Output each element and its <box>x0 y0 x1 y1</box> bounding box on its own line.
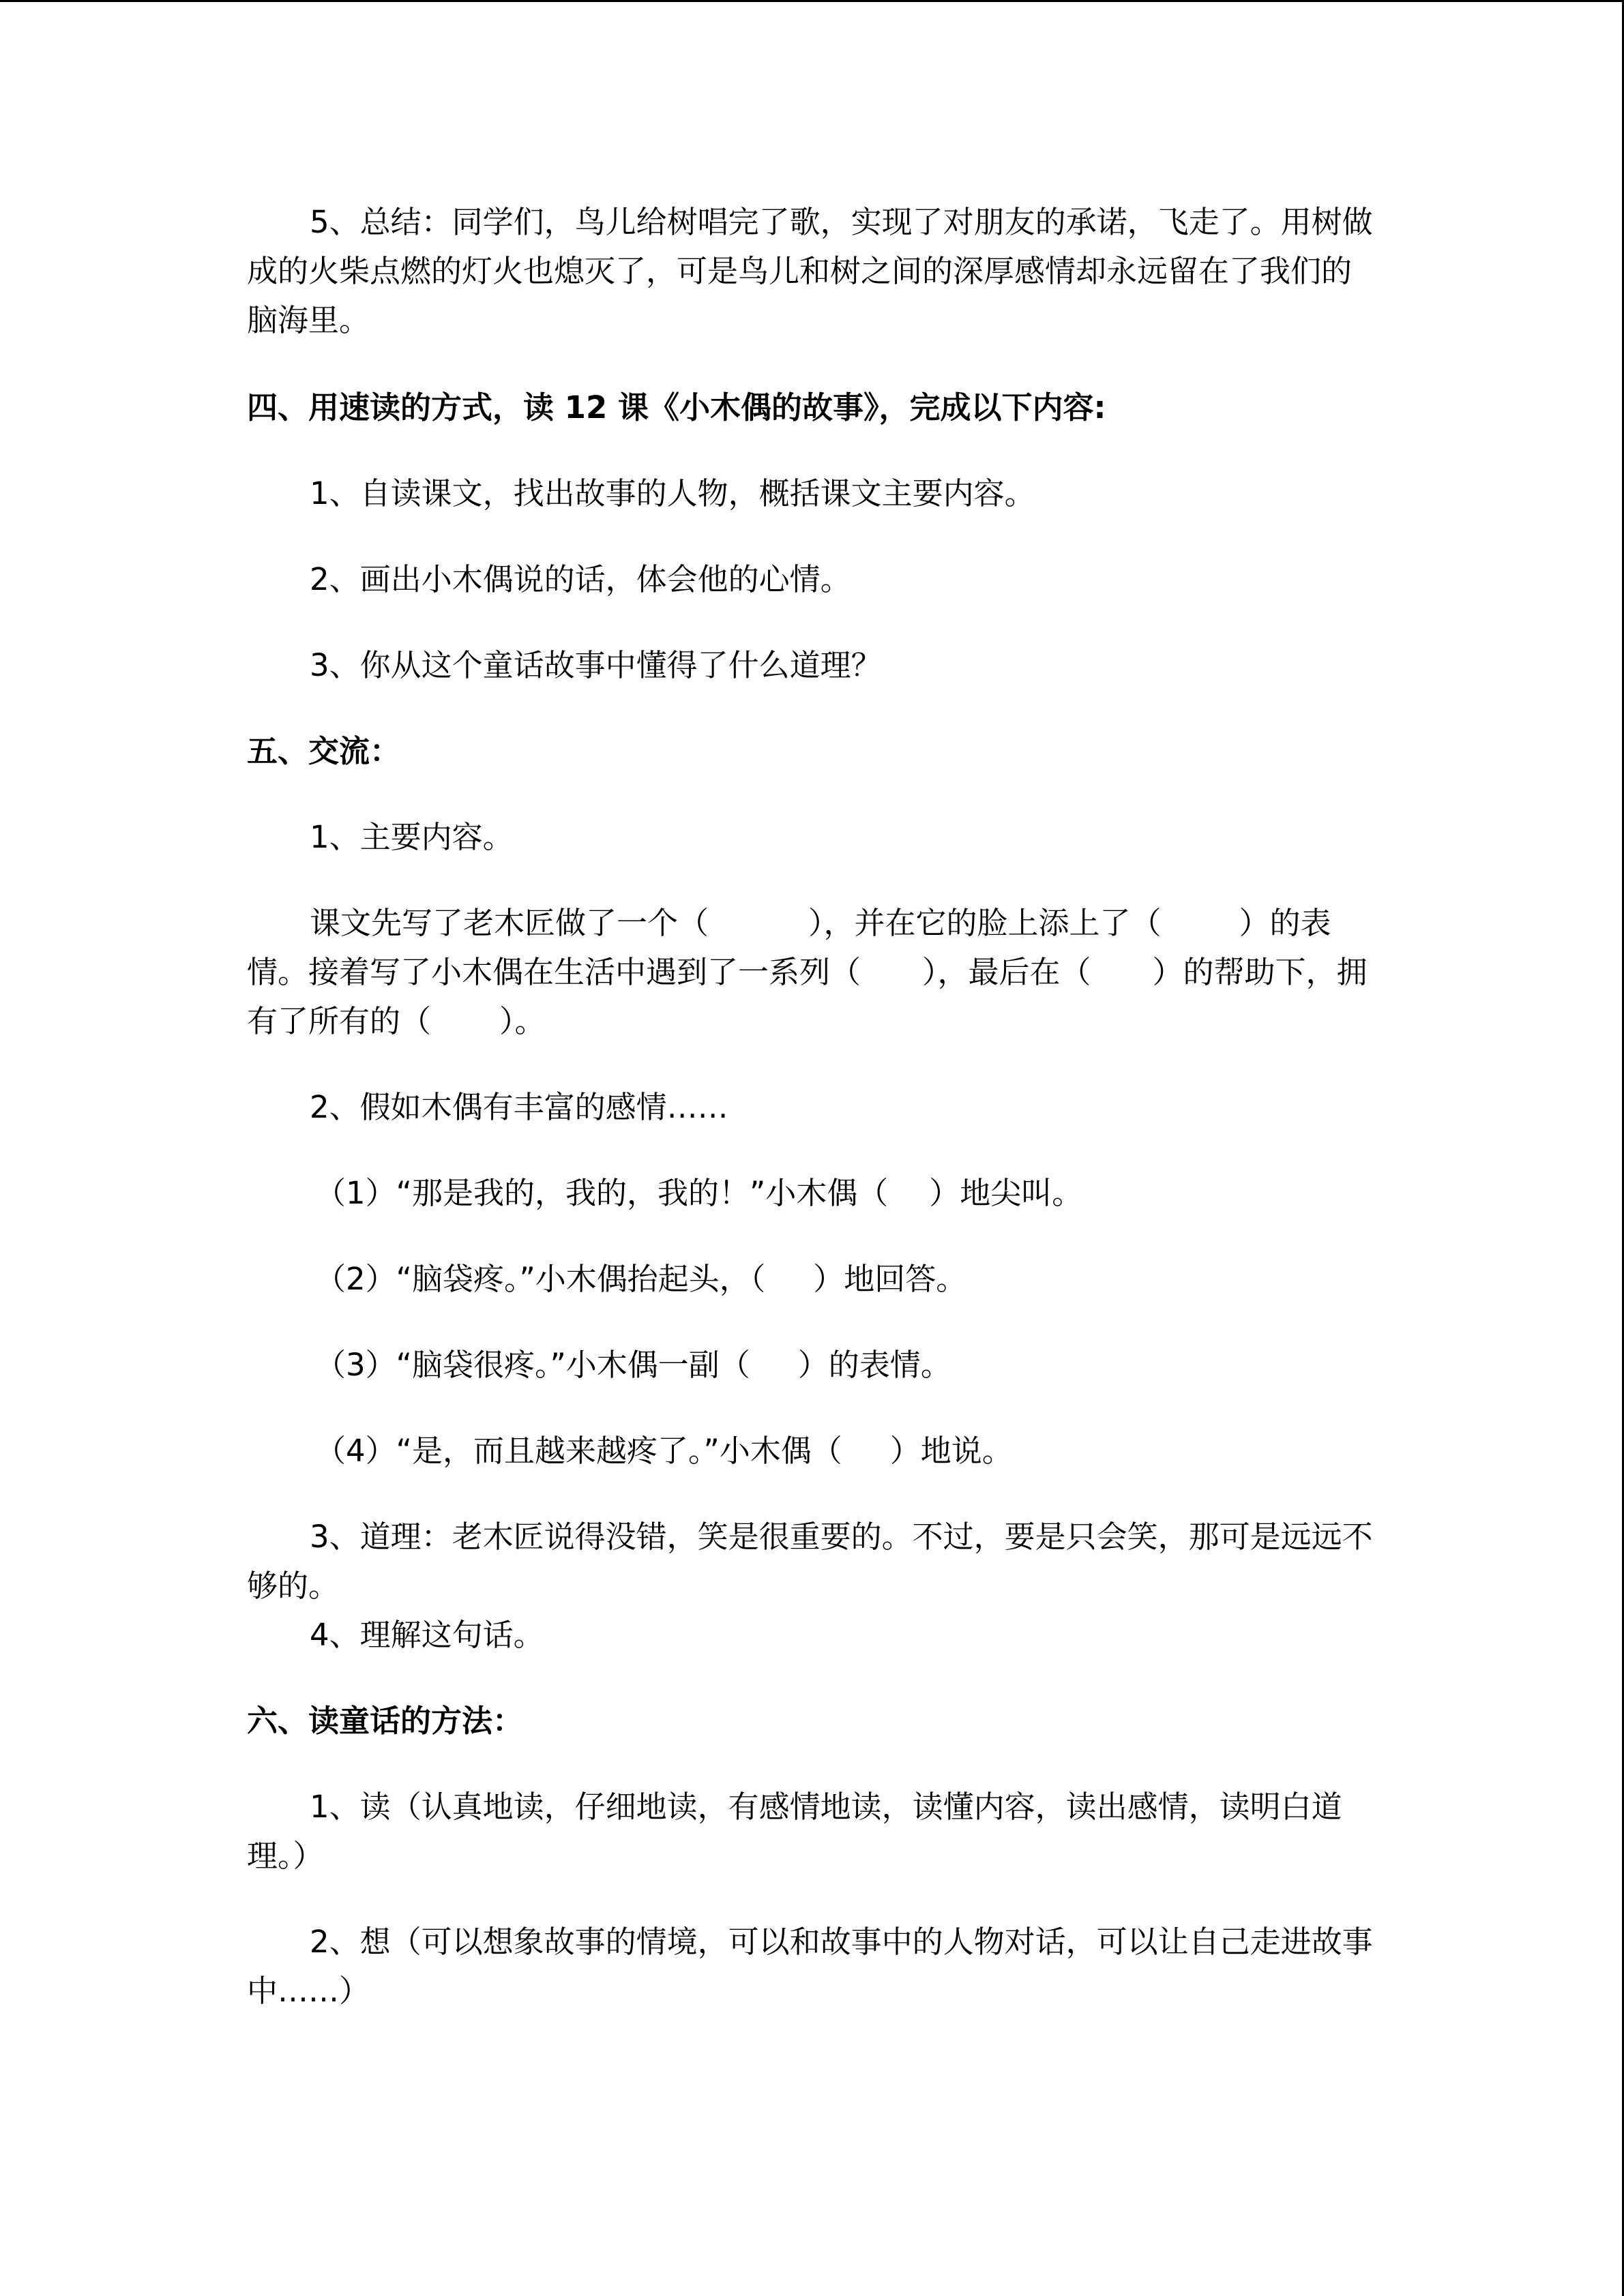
emotion-text-pre: “是，而且越来越疼了。”小木偶（ <box>396 1433 842 1469</box>
section-4-item-3: 3、你从这个童话故事中懂得了什么道理？ <box>310 647 882 683</box>
fill-text-2: ），并在它的脸上添上了（ <box>808 905 1162 941</box>
emotion-text-post: ）的表情。 <box>797 1347 951 1383</box>
fill-text-6: ）。 <box>499 1003 546 1039</box>
fill-text-5: ）的帮助下，拥有了所有的（ <box>247 954 1368 1039</box>
emotion-item-3 <box>247 1341 1379 1390</box>
section-5-item-2: 2、假如木偶有丰富的感情…… <box>310 1089 728 1125</box>
emotion-text-post: ）地尖叫。 <box>929 1175 1083 1211</box>
section-6-item-1: 1、读（认真地读，仔细地读，有感情地读，读懂内容，读出感情，读明白道理。） <box>247 1789 1342 1874</box>
emotion-item-1 <box>247 1169 1379 1218</box>
section-5-heading: 五、交流： <box>247 733 401 769</box>
emotion-label: （4） <box>315 1433 396 1469</box>
summary-paragraph: 5、总结：同学们，鸟儿给树唱完了歌，实现了对朋友的承诺，飞走了。用树做成的火柴点燃的灯火也熄灭了，可是鸟儿和树之间的深厚感情却永远留在了我们的脑海里。 <box>247 204 1373 338</box>
main-content-fill-in <box>247 899 1379 1046</box>
section-6-heading: 六、读童话的方法： <box>247 1703 524 1739</box>
emotion-text-post: ）地回答。 <box>813 1261 967 1297</box>
emotion-item-2 <box>247 1255 1379 1304</box>
section-4-item-2: 2、画出小木偶说的话，体会他的心情。 <box>310 561 851 597</box>
section-4-heading: 四、用速读的方式，读 12 课《小木偶的故事》，完成以下内容: <box>247 389 1106 426</box>
emotion-text-pre: “脑袋很疼。”小木偶一副（ <box>396 1347 750 1383</box>
section-5-item-1: 1、主要内容。 <box>310 819 514 855</box>
emotion-text-pre: “脑袋疼。”小木偶抬起头，（ <box>396 1261 766 1297</box>
fill-text-3: ）的表情。接着写了小木偶在生活中遇到了一系列（ <box>247 905 1331 990</box>
section-5-item-3: 3、道理：老木匠说得没错，笑是很重要的。不过，要是只会笑，那可是远远不够的。 <box>247 1519 1373 1604</box>
section-4-item-1: 1、自读课文，找出故事的人物，概括课文主要内容。 <box>310 475 1035 511</box>
section-6-item-2: 2、想（可以想象故事的情境，可以和故事中的人物对话，可以让自己走进故事中……） <box>247 1924 1373 2009</box>
section-5-item-4: 4、理解这句话。 <box>310 1617 544 1653</box>
emotion-text-post: ）地说。 <box>889 1433 1013 1469</box>
document-body <box>247 198 1379 2016</box>
page-top-border <box>0 0 1624 2</box>
fill-text-4: ），最后在（ <box>922 954 1091 990</box>
emotion-label: （1） <box>315 1175 396 1211</box>
emotion-label: （2） <box>315 1261 396 1297</box>
fill-text-1: 课文先写了老木匠做了一个（ <box>310 905 709 941</box>
emotion-item-4 <box>247 1427 1379 1476</box>
emotion-text-pre: “那是我的，我的，我的！”小木偶（ <box>396 1175 889 1211</box>
emotion-label: （3） <box>315 1347 396 1383</box>
